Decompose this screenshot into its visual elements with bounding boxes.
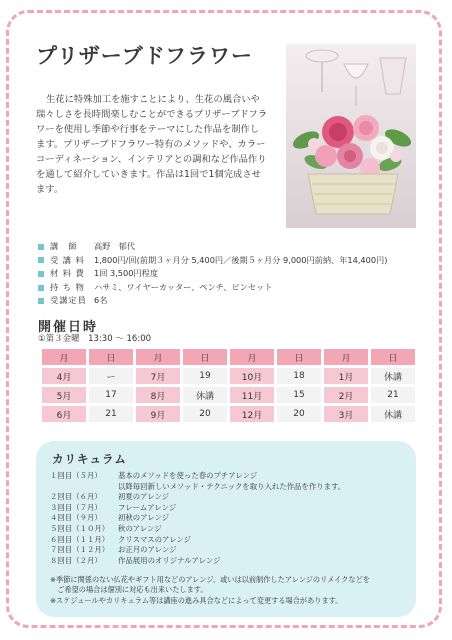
- curriculum-content: フレームアレンジ: [118, 502, 177, 512]
- bullet-square: [38, 244, 44, 250]
- curriculum-item: [50, 556, 345, 567]
- day-cell: 17: [89, 387, 133, 403]
- curriculum-content: 作品展用のオリジナルアレンジ: [118, 555, 221, 565]
- day-cell: 休講: [183, 387, 227, 403]
- info-row-material: [38, 267, 387, 281]
- curriculum-item: [50, 513, 345, 524]
- bullet-square: [38, 271, 44, 277]
- info-value: 1回 3,500円程度: [94, 268, 159, 279]
- course-info: [38, 240, 387, 308]
- schedule-row: [42, 387, 415, 403]
- month-cell: 10月: [230, 368, 274, 384]
- day-cell: 15: [277, 387, 321, 403]
- intro-text: 生花に特殊加工を施すことにより、生花の風合いや瑞々しさを長時間楽しむことができるプリザーブドフラワーを使用し季節や行事をテーマにした作品を制作します。プリザーブドフラワー特有のメソッドや、カラーコーディネーション、インテリアとの調和など作品作りを通して紹介していきます。作品は1回で1個完成させます。: [36, 94, 268, 195]
- curriculum-content: 以降毎回新しいメソッド・テクニックを取り入れた作品を作ります。: [118, 481, 346, 491]
- curriculum-content: 初夏のアレンジ: [118, 492, 170, 502]
- month-cell: 6月: [42, 406, 86, 422]
- curriculum-box: [36, 441, 416, 617]
- info-row-capacity: [38, 294, 387, 308]
- curriculum-term: [50, 482, 118, 493]
- info-row-items: [38, 281, 387, 295]
- info-value: 6名: [94, 295, 108, 306]
- schedule-header-row: [42, 349, 415, 365]
- day-cell: 21: [89, 406, 133, 422]
- curriculum-content: お正月のアレンジ: [118, 545, 177, 555]
- month-cell: 9月: [136, 406, 180, 422]
- info-row-fee: [38, 254, 387, 268]
- month-cell: 12月: [230, 406, 274, 422]
- curriculum-item: [50, 492, 345, 503]
- curriculum-item: [50, 545, 345, 556]
- curriculum-term: ５回目（１０月）: [50, 523, 110, 533]
- schedule-table: [39, 346, 418, 425]
- curriculum-item: [50, 482, 345, 493]
- schedule-title: 開催日時: [38, 320, 99, 335]
- header-cell: 日: [89, 349, 133, 365]
- day-cell: 20: [277, 406, 321, 422]
- curriculum-term: ４回目（９月）: [50, 513, 102, 523]
- header-cell: 日: [277, 349, 321, 365]
- header-cell: 日: [371, 349, 415, 365]
- month-cell: 7月: [136, 368, 180, 384]
- schedule-row: [42, 368, 415, 384]
- bullet-square: [38, 285, 44, 291]
- header-cell: 月: [136, 349, 180, 365]
- info-value: ハサミ、ワイヤーカッター、ペンチ、ピンセット: [94, 281, 273, 292]
- month-cell: 2月: [324, 387, 368, 403]
- month-cell: 3月: [324, 406, 368, 422]
- month-cell: 11月: [230, 387, 274, 403]
- flower-photo: [286, 44, 416, 228]
- curriculum-term: ８回目（２月）: [50, 555, 102, 565]
- header-cell: 日: [183, 349, 227, 365]
- note-line: ※スケジュールやカリキュラム等は講座の進み具合などによって変更する場合があります。: [50, 595, 343, 605]
- curriculum-item: [50, 535, 345, 546]
- curriculum-item: [50, 471, 345, 482]
- info-label: 持 ち 物: [50, 281, 85, 292]
- curriculum-content: クリスマスのアレンジ: [118, 534, 191, 544]
- bullet-square: [38, 257, 44, 263]
- header-cell: 月: [324, 349, 368, 365]
- curriculum-title: カリキュラム: [52, 452, 127, 466]
- info-value: 1,800円/回(前期３ヶ月分 5,400円／後期５ヶ月分 9,000円前納、年14,400円): [94, 254, 388, 265]
- curriculum-content: 初秋のアレンジ: [118, 513, 170, 523]
- month-cell: 1月: [324, 368, 368, 384]
- curriculum-term: ３回目（７月）: [50, 502, 102, 512]
- curriculum-item: [50, 503, 345, 514]
- schedule-row: [42, 406, 415, 422]
- day-cell: 20: [183, 406, 227, 422]
- month-cell: 5月: [42, 387, 86, 403]
- header-cell: 月: [42, 349, 86, 365]
- info-row-instructor: [38, 240, 387, 254]
- info-label: 材 料 費: [50, 268, 85, 279]
- day-cell: 18: [277, 368, 321, 384]
- day-cell: ー: [89, 368, 133, 384]
- curriculum-content: 基本のメソッドを使った春のプチアレンジ: [118, 471, 258, 480]
- header-cell: 月: [230, 349, 274, 365]
- curriculum-notes: [50, 575, 370, 606]
- schedule-subtitle: ①第３金曜 13:30 ～ 16:00: [38, 334, 152, 344]
- info-label: 受講定員: [50, 295, 87, 306]
- curriculum-content: 秋のアレンジ: [118, 523, 162, 533]
- curriculum-list: [50, 471, 345, 566]
- curriculum-term: ６回目（１１月）: [50, 534, 110, 544]
- curriculum-term: ７回目（１２月）: [50, 545, 110, 555]
- info-value: 高野 郁代: [94, 241, 135, 251]
- day-cell: 休講: [371, 406, 415, 422]
- info-label: 受 講 料: [50, 254, 85, 265]
- day-cell: 休講: [371, 368, 415, 384]
- page-title: プリザーブドフラワー: [36, 43, 254, 68]
- day-cell: 21: [371, 387, 415, 403]
- note-line: ご希望の場合は個別に対応も出来いたします。: [50, 585, 208, 595]
- curriculum-term: ２回目（６月）: [50, 492, 102, 502]
- day-cell: 19: [183, 368, 227, 384]
- month-cell: 8月: [136, 387, 180, 403]
- info-label: 講 師: [50, 241, 78, 251]
- bullet-square: [38, 298, 44, 304]
- curriculum-term: １回目（５月）: [50, 471, 102, 480]
- curriculum-item: [50, 524, 345, 535]
- note-line: ※季節に関係のない仏花やギフト用などのアレンジ、或いは以前制作したアレンジのリメイクなどを: [50, 575, 370, 584]
- month-cell: 4月: [42, 368, 86, 384]
